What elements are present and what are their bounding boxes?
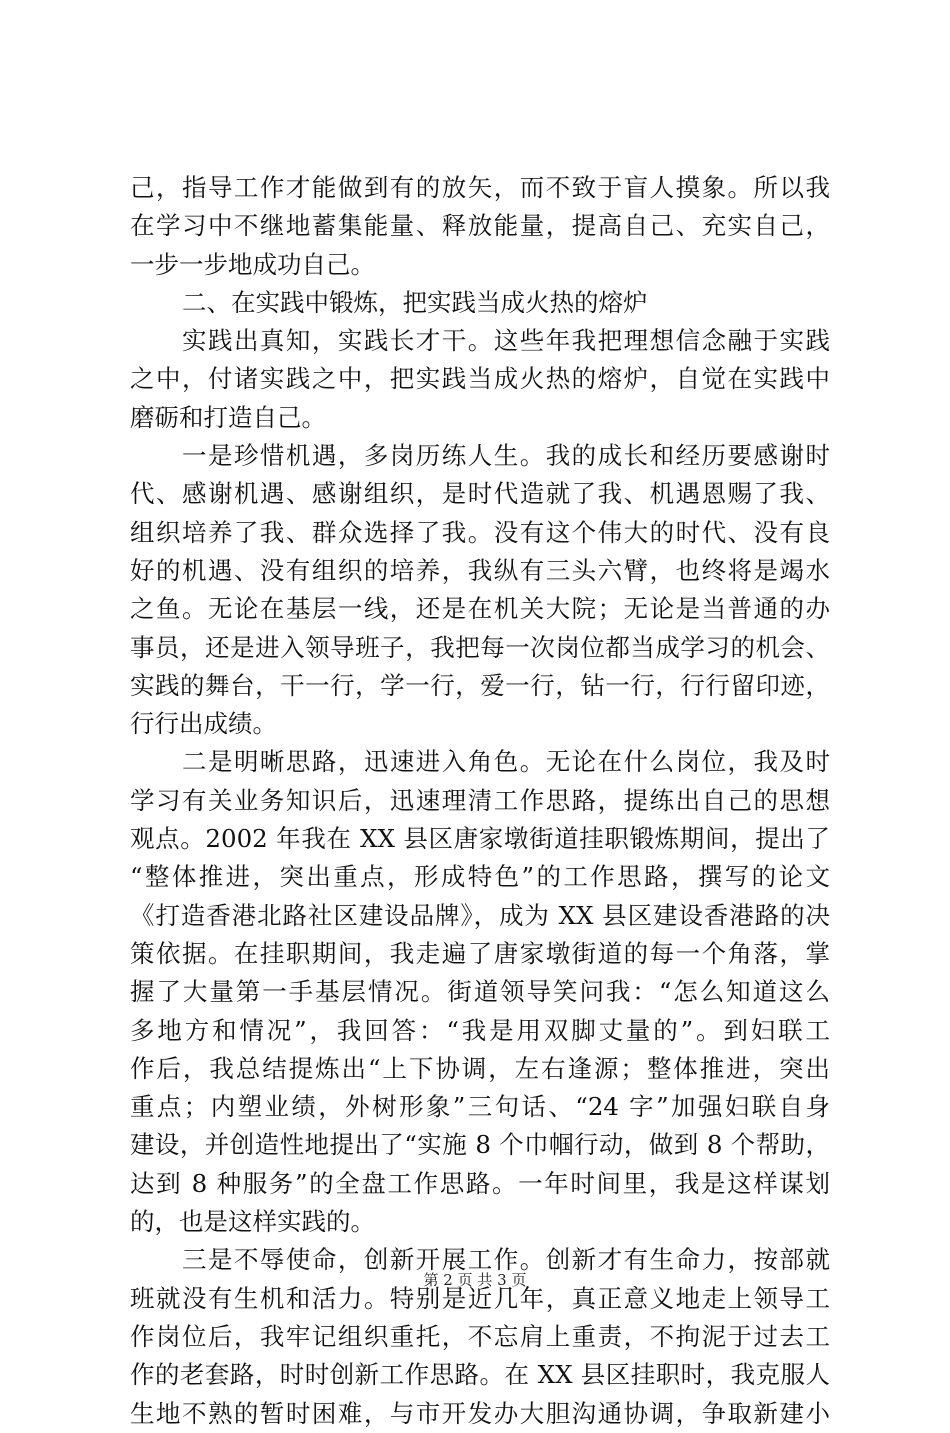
text-line: 代、感谢机遇、感谢组织，是时代造就了我、机遇恩赐了我、	[130, 479, 830, 509]
text-line: 三是不辱使命，创新开展工作。创新才有生命力，按部就	[182, 1245, 830, 1275]
text-line: 实践的舞台，干一行，学一行，爱一行，钻一行，行行留印迹，	[130, 670, 830, 700]
text-line: 事员，还是进入领导班子，我把每一次岗位都当成学习的机会、	[130, 632, 830, 662]
text-line: 实践出真知，实践长才干。这些年我把理想信念融于实践	[182, 326, 830, 356]
text-line: 磨砺和打造自己。	[130, 402, 326, 432]
text-line: 握了大量第一手基层情况。街道领导笑问我：“怎么知道这么	[130, 977, 830, 1007]
text-line: 一是珍惜机遇，多岗历练人生。我的成长和经历要感谢时	[182, 441, 830, 471]
text-line: 在学习中不继地蓄集能量、释放能量，提高自己、充实自己，	[130, 211, 830, 241]
text-line: 《打造香港北路社区建设品牌》，成为 XX 县区建设香港路的决	[130, 900, 830, 930]
text-line: 班就没有生机和活力。特别是近几年，真正意义地走上领导工	[130, 1283, 830, 1313]
text-line: 之中，付诸实践之中，把实践当成火热的熔炉，自觉在实践中	[130, 364, 830, 394]
text-line: 作岗位后，我牢记组织重托，不忘肩上重责，不拘泥于过去工	[130, 1321, 830, 1351]
text-line: 策依据。在挂职期间，我走遍了唐家墩街道的每一个角落，掌	[130, 938, 830, 968]
text-line: “整体推进，突出重点，形成特色”的工作思路，撰写的论文	[130, 862, 830, 892]
text-line: 多地方和情况”，我回答：“我是用双脚丈量的”。到妇联工	[130, 1015, 830, 1045]
text-line: 二是明晰思路，迅速进入角色。无论在什么岗位，我及时	[182, 747, 830, 777]
text-line: 行行出成绩。	[130, 709, 277, 739]
text-line: 作后，我总结提炼出“上下协调，左右逢源；整体推进，突出	[130, 1053, 830, 1083]
text-line: 作的老套路，时时创新工作思路。在 XX 县区挂职时，我克服人	[130, 1360, 830, 1390]
text-line: 观点。2002 年我在 XX 县区唐家墩街道挂职锻炼期间，提出了	[130, 824, 830, 854]
text-line: 达到 8 种服务”的全盘工作思路。一年时间里，我是这样谋划	[130, 1168, 830, 1198]
text-line: 之鱼。无论在基层一线，还是在机关大院；无论是当普通的办	[130, 594, 830, 624]
text-line: 好的机遇、没有组织的培养，我纵有三头六臂，也终将是竭水	[130, 555, 830, 585]
page-footer: 第 2 页 共 3 页	[423, 1271, 527, 1289]
text-line: 学习有关业务知识后，迅速理清工作思路，提练出自己的思想	[130, 785, 830, 815]
text-line: 己，指导工作才能做到有的放矢，而不致于盲人摸象。所以我	[130, 173, 830, 202]
text-line: 一步一步地成功自己。	[130, 249, 375, 279]
text-line: 重点；内塑业绩，外树形象”三句话、“24 字”加强妇联自身	[130, 1092, 830, 1122]
text-line: 的，也是这样实践的。	[130, 1207, 375, 1237]
body-text	[130, 169, 830, 1433]
text-line: 建设，并创造性地提出了“实施 8 个巾帼行动，做到 8 个帮助，	[130, 1130, 830, 1160]
text-line: 组织培养了我、群众选择了我。没有这个伟大的时代、没有良	[130, 517, 830, 547]
text-line: 二、在实践中锻炼，把实践当成火热的熔炉	[182, 287, 648, 317]
text-line: 生地不熟的暂时困难，与市开发办大胆沟通协调，争取新建小	[130, 1398, 830, 1428]
